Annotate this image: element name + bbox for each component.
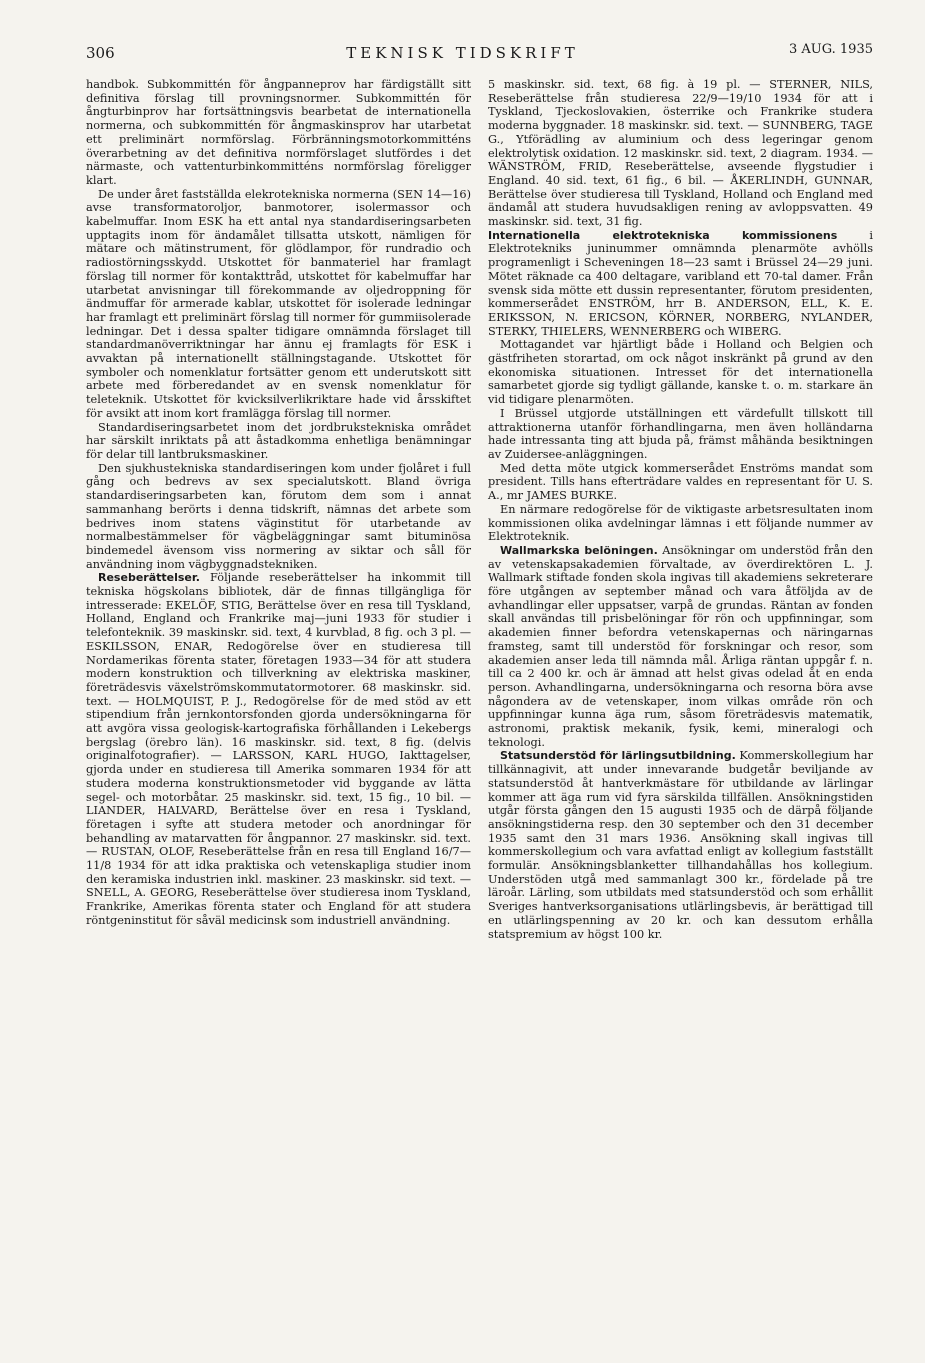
paragraph: Standardiseringsarbetet inom det jordbrukstekniska området har särskilt inriktats på att åstadkomma enhetliga benämningar för delar till lantbruksmaskiner.: [86, 420, 471, 461]
section-heading: Internationella elektrotekniska kommissionens: [488, 228, 838, 242]
paragraph: Med detta möte utgick kommerserådet Enströms mandat som president. Tills hans efterträdare valdes en representant för U. S. A., mr JAMES BURKE.: [488, 461, 873, 503]
running-title: TEKNISK TIDSKRIFT: [346, 44, 579, 62]
right-column: [488, 78, 873, 941]
section-heading: Statsunderstöd för lärlingsutbildning.: [500, 749, 736, 763]
paragraph: De under året fastställda elekrotekniska normerna (SEN 14—16) avse transformatoroljor, banmotorer, isolermassor och kabelmuffar. Inom ESK ha ett antal nya standardiseringsarbeten upptagits inom för ändamålet tillsatta utskott, nämligen för mätare och mätinstrument, för glödlampor, för rundradio och radiostörningsskydd. Utskottet för banmateriel har framlagt förslag till normer för kontakttråd, utskottet för kabelmuffar har utarbetat anvisningar till förekommande av oljedroppning för ändmuffar för armerade kablar, utskottet för isolerade ledningar har framlagt ett preliminärt förslag till normer för gummiisolerade ledningar. Det i dessa spalter tidigare omnämnda förslaget till standardmanöverriktningar har ännu ej framlagts för ESK i avvaktan på internationellt ställningstagande. Utskottet för symboler och nomenklatur fortsätter genom ett underutskott sitt arbete med förberedandet av en svensk nomenklatur för teleteknik. Utskottet för kvicksilverlikriktare hade vid årsskiftet för avsikt att inom kort framlägga förslag till normer.: [86, 187, 472, 420]
section-body: i Elektrotekniks juninummer omnämnda plenarmöte avhölls programenligt i Scheveningen 18—23 samt i Brüssel 24—29 juni. Mötet räknade ca 400 deltagare, varibland ett 70-tal damer. Från svensk sida mötte ett dussin representanter, förutom presidenten, kommerserådet ENSTRÖM, hrr B. ANDERSON, ELL, K. E. ERIKSSON, N. ERICSON, KÖRNER, NORBERG, NYLANDER, STERKY, THIELERS, WENNERBERG och WIBERG.: [488, 228, 874, 338]
paragraph: Den sjukhustekniska standardiseringen kom under fjolåret i full gång och bedrevs av sex specialutskott. Bland övriga standardiseringsarbeten kan, förutom dem som i annat sammanhang berörts i denna tidskrift, nämnas det arbete som bedrives inom statens väginstitut för utarbetande av normalbestämmelser för vägbeläggningar samt bituminösa bindemedel ävensom viss normering av siktar och såll för användning inom vägbyggnadstekniken.: [86, 461, 471, 571]
paragraph: En närmare redogörelse för de viktigaste arbetsresultaten inom kommissionen olika avdelningar lämnas i ett följande nummer av Elektroteknik.: [488, 502, 873, 544]
section-body: Ansökningar om understöd från den av vetenskapsakademien förvaltade, av överdirektören L. J. Wallmark stiftade fonden skola ingivas till akademiens sekreterare före utgången av september månad och vara åtföljda av de avhandlingar eller uppsatser, varpå de grundas. Räntan av fonden skall användas till prisbelöningar för rön och uppfinningar, som akademien finner befordra vetenskapernas och näringarnas framsteg, samt till understöd för forskningar och resor, som akademien anser leda till nämnda mål. Årliga räntan uppgår f. n. till ca 2 400 kr. och är ämnad att helst givas odelad åt en enda person. Avhandlingarna, undersökningarna och resorna böra avse någondera av de vetenskaper, inom vilkas område rön och uppfinningar kunna äga rum, såsom företrädesvis matematik, astronomi, praktisk mekanik, fysik, kemi, mineralogi och teknologi.: [488, 543, 874, 749]
left-column: [86, 78, 471, 928]
paragraph: 5 maskinskr. sid. text, 68 fig. à 19 pl. — STERNER, NILS, Reseberättelse från studieresa 22/9—19/10 1934 för att i Tyskland, Tjeckoslovakien, österrike och Frankrike studera moderna byggnader. 18 maskinskr. sid. text. — SUNNBERG, TAGE G., Ytförädling av aluminium och dess legeringar genom elektrolytisk oxidation. 12 maskinskr. sid. text, 2 diagram. 1934. — WÄNSTRÖM, FRID, Reseberättelse, avseende flygstudier i England. 40 sid. text, 61 fig., 6 bil. — ÅKERLINDH, GUNNAR, Berättelse över studieresa till Tyskland, Holland och England med ändamål att studera huvudsakligen rening av avloppsvatten. 49 maskinskr. sid. text, 31 fig.: [488, 78, 873, 229]
section-reports: [86, 571, 471, 927]
section-heading: Wallmarkska belöningen.: [500, 543, 658, 557]
paragraph: Mottagandet var hjärtligt både i Holland och Belgien och gästfriheten storartad, om ock något inskränkt på grund av den ekonomiska situationen. Intresset för det internationella samarbetet gjorde sig tydligt gällande, kanske t. o. m. starkare än vid tidigare plenarmöten.: [488, 338, 873, 407]
section-heading: Reseberättelser.: [98, 571, 200, 585]
section-apprentice: [488, 749, 873, 941]
section-iec: [488, 229, 873, 339]
paragraph: handbok. Subkommittén för ångpanneprov har färdigställt sitt definitiva förslag till provningsnormer. Subkommittén för ångturbinprov har fortsättningsvis bearbetat de internationella normerna, och subkommittén för ångmaskinsprov har utarbetat ett preliminärt normförslag. Förbränningsmotorkommitténs överarbetning av det definitiva normförslaget slutfördes i det närmaste, och vattenturbinkommitténs normförslag föreligger klart.: [86, 78, 471, 187]
page-number: 306: [86, 44, 115, 62]
section-wallmark: [488, 544, 873, 750]
issue-date: 3 AUG. 1935: [788, 42, 873, 57]
section-body: Följande reseberättelser ha inkommit till tekniska högskolans bibliotek, där de finnas tillgängliga för intresserade: EKELÖF, STIG, Berättelse över en resa till Tyskland, Holland, England och Frankrike maj—juni 1933 för studier i telefonteknik. 39 maskinskr. sid. text, 4 kurvblad, 8 fig. och 3 pl. — ESKILSSON, ENAR, Redogörelse över en studieresa till Nordamerikas förenta stater, företagen 1933—34 för att studera modern konstruktion och tillverkning av elektriska maskiner, företrädesvis växelströmskommutatormotorer. 68 maskinskr. sid. text. — HOLMQUIST, P. J., Redogörelse för de med stöd av ett stipendium från jernkontorsfonden gjorda undersökningarna för att avgöra vissa geologisk-kartografiska förhållanden i Lekebergs bergslag (örebro län). 16 maskinskr. sid. text, 8 fig. (delvis originalfotografier). — LARSSON, KARL HUGO, Iakttagelser, gjorda under en studieresa till Amerika sommaren 1934 för att studera moderna konstruktionsmetoder vid byggande av lätta segel- och motorbåtar. 25 maskinskr. sid. text, 15 fig., 10 bil. — LIANDER, HALVARD, Berättelse över en resa i Tyskland, företagen i syfte att studera metoder och anordningar för behandling av matarvatten för ångpannor. 27 maskinskr. sid. text. — RUSTAN, OLOF, Reseberättelse från en resa till England 16/7—11/8 1934 för att idka praktiska och vetenskapliga studier inom den keramiska industrien inkl. maskiner. 23 maskinskr. sid text. — SNELL, A. GEORG, Reseberättelse över studieresa inom Tyskland, Frankrike, Amerikas förenta stater och England för att studera röntgeninstitut för såväl medicinsk som industriell användning.: [86, 571, 471, 927]
section-body: Kommerskollegium har tillkännagivit, att under innevarande budgetår beviljande av statsunderstöd åt hantverkmästare för utbildande av lärlingar kommer att äga rum vid fyra särskilda tillfällen. Ansökningstiden utgår första gången den 15 augusti 1935 och de därpå följande ansökningstiderna resp. den 30 september och den 31 december 1935 samt den 31 mars 1936. Ansökning skall ingivas till kommerskollegium och vara avfattad enligt av kollegium fastställt formulär. Ansökningsblanketter tillhandahållas hos kollegium. Understöden utgå med sammanlagt 300 kr., fördelade på tre läroår. Lärling, som utbildats med statsunderstöd och som erhållit Sveriges hantverksorganisations utlärlingsbevis, är berättigad till en utlärlingspenning av 20 kr. och kan dessutom erhålla statspremium av högst 100 kr.: [488, 749, 874, 941]
paragraph: I Brüssel utgjorde utställningen ett värdefullt tillskott till attraktionerna utanför förhandlingarna, men även holländarna hade intressanta ting att bjuda på, främst måhända besiktningen av Zuidersee-anläggningen.: [488, 406, 873, 461]
